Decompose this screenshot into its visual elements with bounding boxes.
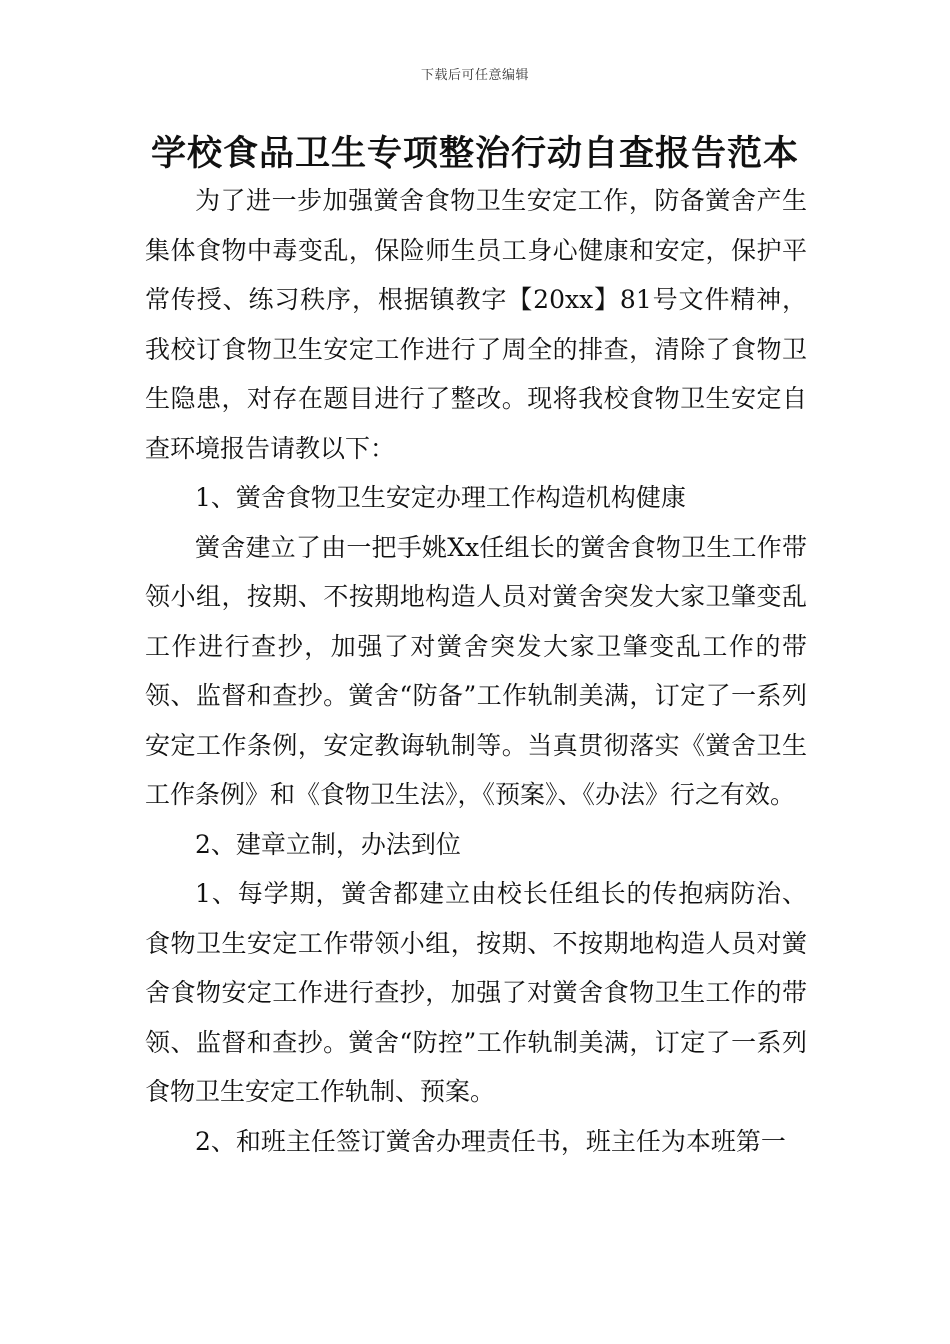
section-heading-2: 2、建章立制，办法到位 — [195, 829, 461, 859]
paragraph-section-1: 黉舍建立了由一把手姚Xx任组长的黉舍食物卫生工作带领小组，按期、不按期地构造人员对黉舍突发大家卫肇变乱工作进行查抄，加强了对黉舍突发大家卫肇变乱工作的带领、监督和查抄。黉舍“防备”工作轨制美满，订定了一系列安定工作条例，安定教诲轨制等。当真贯彻落实《黉舍卫生工作条例》和《食物卫生法》，《预案》、《办法》行之有效。 — [145, 532, 807, 809]
document-body — [145, 176, 807, 1166]
paragraph-intro: 为了进一步加强黉舍食物卫生安定工作，防备黉舍产生集体食物中毒变乱，保险师生员工身心健康和安定，保护平常传授、练习秩序，根据镇教字【20xx】81号文件精神，我校订食物卫生安定工作进行了周全的排查，清除了食物卫生隐患，对存在题目进行了整改。现将我校食物卫生安定自查环境报告请教以下： — [145, 186, 807, 463]
paragraph-item-1: 1、每学期，黉舍都建立由校长任组长的传抱病防治、食物卫生安定工作带领小组，按期、不按期地构造人员对黉舍食物安定工作进行查抄，加强了对黉舍食物卫生工作的带领、监督和查抄。黉舍“防控”工作轨制美满，订定了一系列食物卫生安定工作轨制、预案。 — [145, 879, 807, 1106]
header-note: 下载后可任意编辑 — [420, 68, 529, 83]
paragraph-item-2: 2、和班主任签订黉舍办理责任书，班主任为本班第一 — [195, 1126, 786, 1156]
document-title: 学校食品卫生专项整治行动自查报告范本 — [150, 134, 799, 174]
section-heading-1: 1、黉舍食物卫生安定办理工作构造机构健康 — [195, 483, 686, 512]
